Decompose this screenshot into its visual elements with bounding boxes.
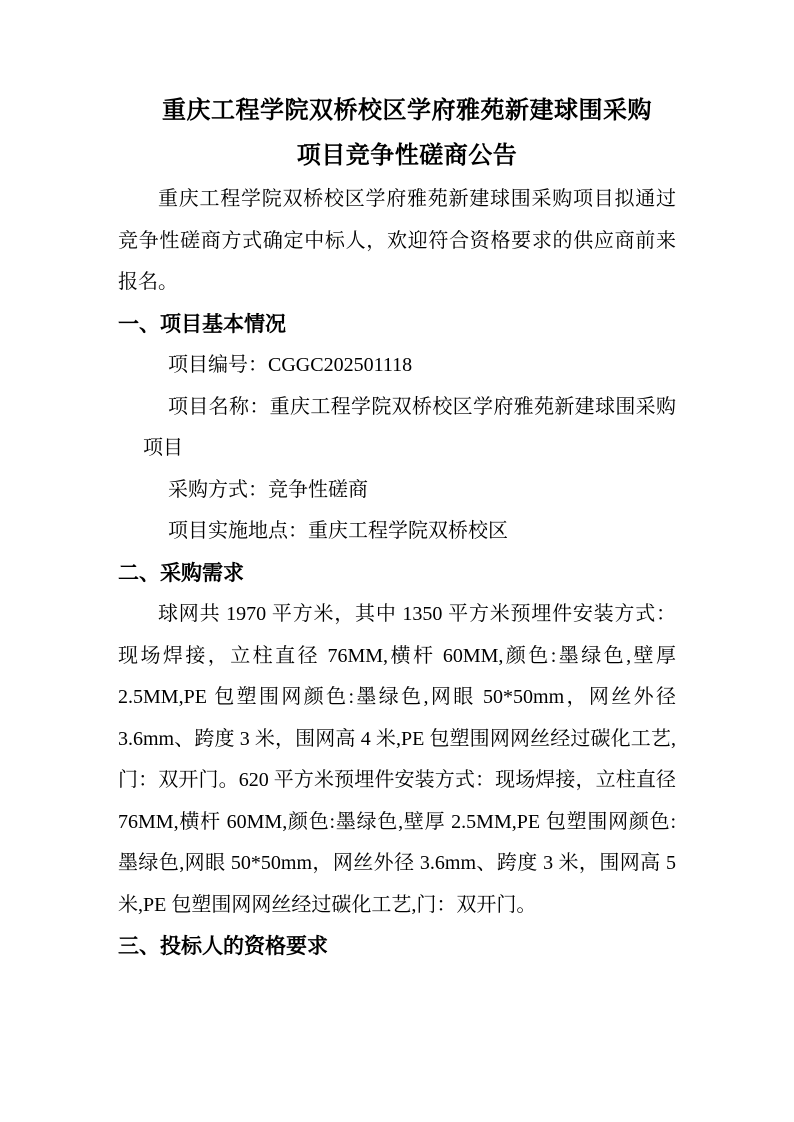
intro-paragraph: 重庆工程学院双桥校区学府雅苑新建球围采购项目拟通过竞争性磋商方式确定中标人，欢迎符合资格要求的供应商前来报名。 xyxy=(118,188,676,293)
requirements-paragraph: 球网共 1970 平方米，其中 1350 平方米预埋件安装方式：现场焊接，立柱直径 76MM,横杆 60MM,颜色:墨绿色,壁厚 2.5MM,PE 包塑围网颜色:墨绿色,网眼 50*50mm，网丝外径 3.6mm、跨度 3 米，围网高 4 米,PE 包塑围网网丝经过碳化工艺,门：双开门。620 平方米预埋件安装方式：现场焊接，立柱直径 76MM,横杆 60MM,颜色:墨绿色,壁厚 2.5MM,PE 包塑围网颜色:墨绿色,网眼 50*50mm，网丝外径 3.6mm、跨度 3 米，围网高 5 米,PE 包塑围网网丝经过碳化工艺,门：双开门。 xyxy=(118,603,676,916)
section-heading-procurement-requirements: 二、采购需求 xyxy=(118,560,244,585)
section-heading-basic-info: 一、项目基本情况 xyxy=(118,311,286,336)
document-title-line-1: 重庆工程学院双桥校区学府雅苑新建球围采购 xyxy=(162,98,652,124)
item-implementation-location: 项目实施地点：重庆工程学院双桥校区 xyxy=(168,520,508,542)
item-project-number: 项目编号：CGGC202501118 xyxy=(168,354,413,376)
item-procurement-method: 采购方式：竞争性磋商 xyxy=(168,478,368,501)
item-project-name: 项目名称：重庆工程学院双桥校区学府雅苑新建球围采购项目 xyxy=(143,395,676,459)
document-title-line-2: 项目竞争性磋商公告 xyxy=(296,143,518,169)
document-title xyxy=(118,89,676,179)
section-heading-bidder-qualifications: 三、投标人的资格要求 xyxy=(118,934,328,958)
